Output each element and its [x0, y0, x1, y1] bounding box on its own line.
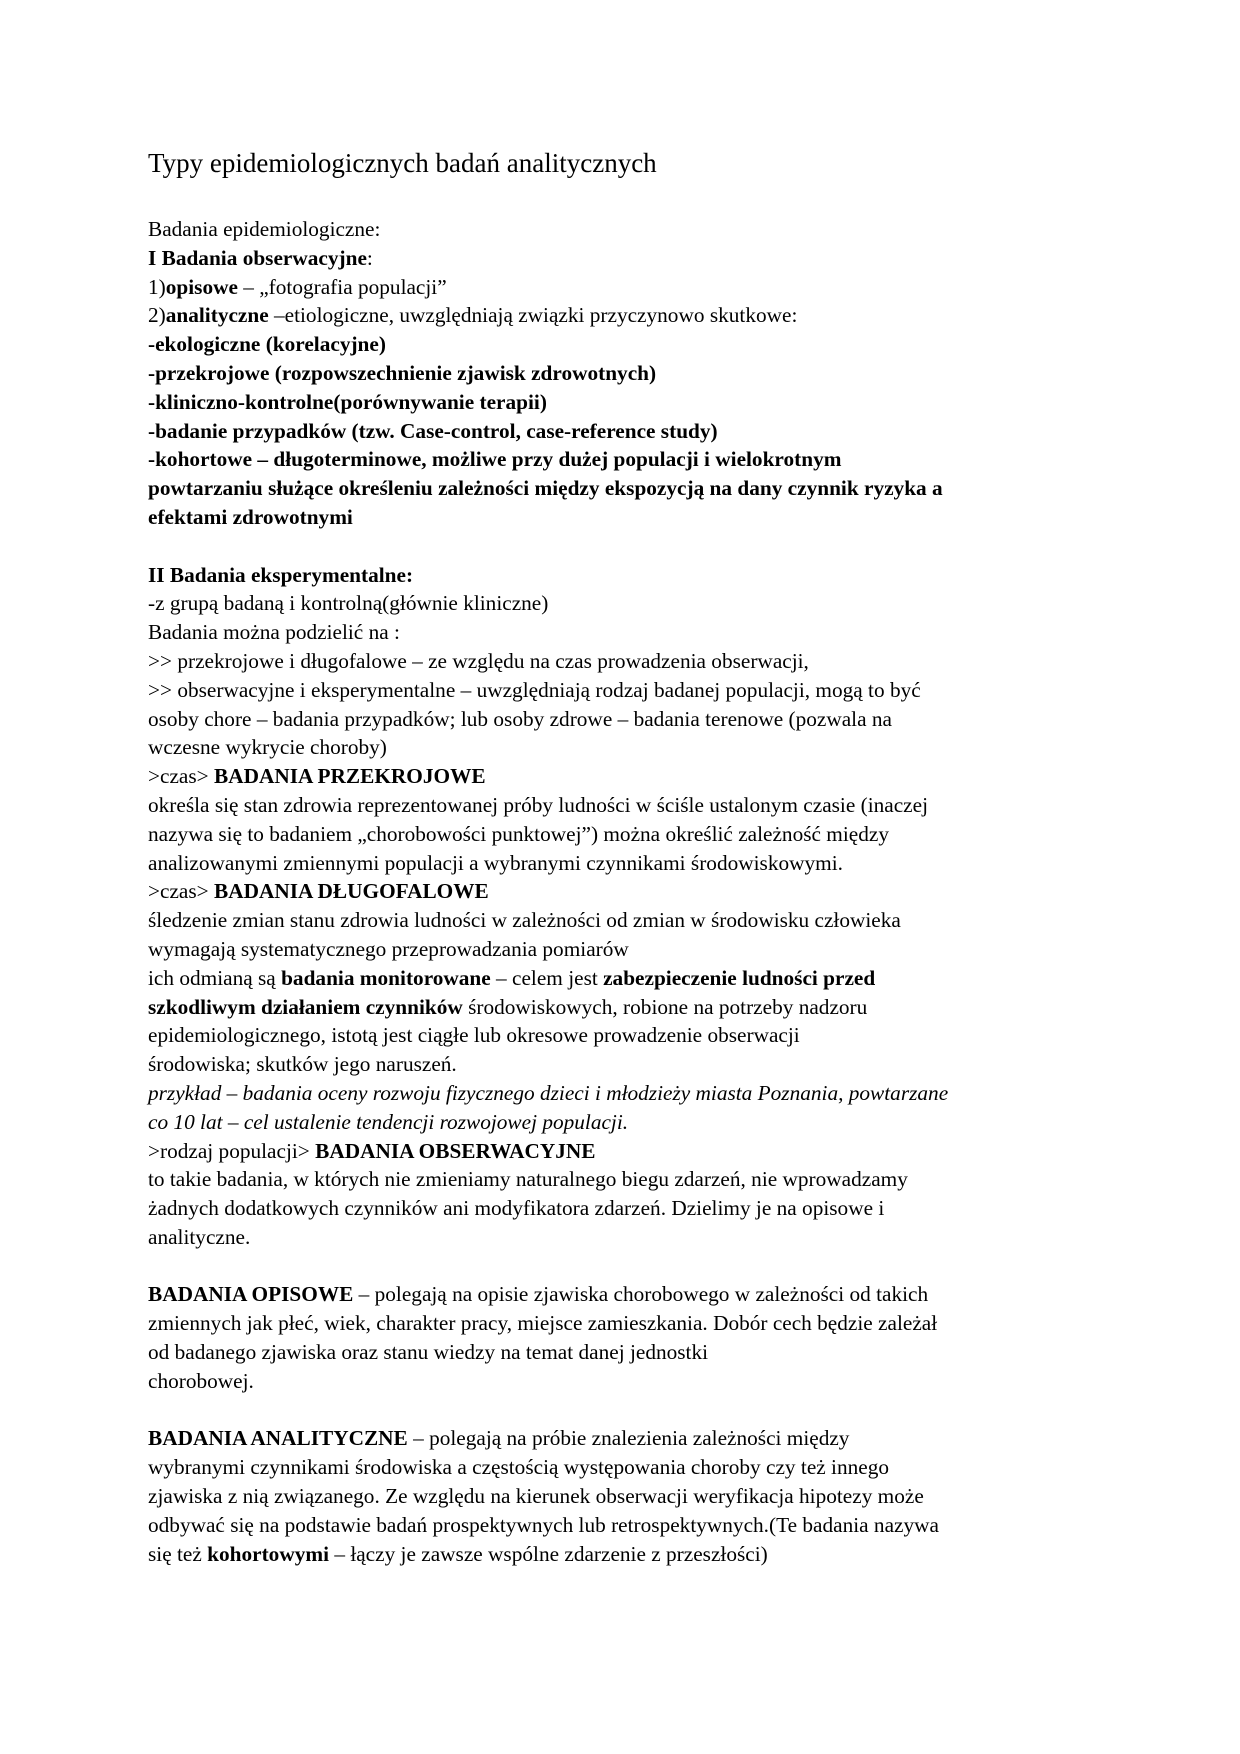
list-item: -kliniczno-kontrolne(porównywanie terapii)	[148, 389, 547, 414]
text-line: to takie badania, w których nie zmieniamy naturalnego biegu zdarzeń, nie wprowadzamy	[148, 1167, 908, 1192]
text-line: Badania można podzielić na :	[148, 620, 400, 645]
kohortowymi-line: się też kohortowymi – łączy je zawsze wspólne zdarzenie z przeszłości)	[148, 1541, 768, 1566]
opisowe-line: 1)opisowe – „fotografia populacji”	[148, 274, 447, 299]
text-line: wczesne wykrycie choroby)	[148, 735, 387, 760]
list-item: powtarzaniu służące określeniu zależności między ekspozycją na dany czynnik ryzyka a	[148, 476, 943, 501]
text-line: -z grupą badaną i kontrolną(głównie kliniczne)	[148, 591, 549, 616]
text-line: wymagają systematycznego przeprowadzania pomiarów	[148, 936, 629, 961]
list-item: -badanie przypadków (tzw. Case-control, case-reference study)	[148, 418, 718, 443]
text-line: osoby chore – badania przypadków; lub osoby zdrowe – badania terenowe (pozwala na	[148, 706, 892, 731]
section1-title-line: I Badania obserwacyjne:	[148, 245, 373, 270]
text-line: zmiennych jak płeć, wiek, charakter pracy, miejsce zamieszkania. Dobór cech będzie zależał	[148, 1311, 938, 1336]
text-line: określa się stan zdrowia reprezentowanej próby ludności w ściśle ustalonym czasie (inaczej	[148, 792, 929, 817]
list-item: efektami zdrowotnymi	[148, 504, 353, 529]
blank-line	[148, 1396, 1108, 1425]
text-line: epidemiologicznego, istotą jest ciągłe lub okresowe prowadzenie obserwacji	[148, 1023, 800, 1048]
opisowe-section-first-line: BADANIA OPISOWE – polegają na opisie zjawiska chorobowego w zależności od takich	[148, 1282, 929, 1307]
blank-line	[148, 532, 1108, 561]
list-item: -ekologiczne (korelacyjne)	[148, 332, 386, 357]
monitoring-line: szkodliwym działaniem czynników środowiskowych, robione na potrzeby nadzoru	[148, 994, 868, 1019]
text-line: chorobowej.	[148, 1368, 254, 1393]
dlugofalowe-heading: >czas> BADANIA DŁUGOFALOWE	[148, 879, 489, 904]
text-line: zjawiska z nią związanego. Ze względu na kierunek obserwacji weryfikacja hipotezy może	[148, 1484, 924, 1509]
text-line: odbywać się na podstawie badań prospektywnych lub retrospektywnych.(Te badania nazywa	[148, 1512, 939, 1537]
text-line: >> przekrojowe i długofalowe – ze względu na czas prowadzenia obserwacji,	[148, 648, 809, 673]
text-line: żadnych dodatkowych czynników ani modyfikatora zdarzeń. Dzielimy je na opisowe i	[148, 1196, 885, 1221]
text-line: analityczne.	[148, 1224, 251, 1249]
list-item: -kohortowe – długoterminowe, możliwe przy dużej populacji i wielokrotnym	[148, 447, 842, 472]
text-line: analizowanymi zmiennymi populacji a wybranymi czynnikami środowiskowymi.	[148, 850, 843, 875]
przekrojowe-heading: >czas> BADANIA PRZEKROJOWE	[148, 764, 486, 789]
text-line: od badanego zjawiska oraz stanu wiedzy na temat danej jednostki	[148, 1340, 709, 1365]
text-line: >> obserwacyjne i eksperymentalne – uwzględniają rodzaj badanej populacji, mogą to być	[148, 677, 921, 702]
text-line: środowiska; skutków jego naruszeń.	[148, 1052, 457, 1077]
obserwacyjne-heading: >rodzaj populacji> BADANIA OBSERWACYJNE	[148, 1138, 596, 1163]
analityczne-section-first-line: BADANIA ANALITYCZNE – polegają na próbie znalezienia zależności między	[148, 1426, 850, 1451]
analityczne-line: 2)analityczne –etiologiczne, uwzględniają związki przyczynowo skutkowe:	[148, 303, 798, 328]
list-item: -przekrojowe (rozpowszechnienie zjawisk zdrowotnych)	[148, 360, 657, 385]
section1-title: I Badania obserwacyjne	[148, 245, 367, 270]
example-line: co 10 lat – cel ustalenie tendencji rozwojowej populacji.	[148, 1109, 629, 1134]
text-line: nazywa się to badaniem „chorobowości punktowej”) można określić zależność między	[148, 821, 889, 846]
document-title: Typy epidemiologicznych badań analitycznych	[148, 148, 657, 178]
text-line: śledzenie zmian stanu zdrowia ludności w zależności od zmian w środowisku człowieka	[148, 908, 901, 933]
monitoring-line: ich odmianą są badania monitorowane – celem jest zabezpieczenie ludności przed	[148, 965, 876, 990]
intro-heading: Badania epidemiologiczne:	[148, 217, 381, 241]
blank-line	[148, 1252, 1108, 1281]
example-line: przykład – badania oceny rozwoju fizycznego dzieci i młodzieży miasta Poznania, powtarzane	[148, 1080, 949, 1105]
section2-title: II Badania eksperymentalne:	[148, 562, 414, 587]
text-line: wybranymi czynnikami środowiska a częstością występowania choroby czy też innego	[148, 1455, 890, 1480]
document-body	[148, 215, 1108, 1568]
